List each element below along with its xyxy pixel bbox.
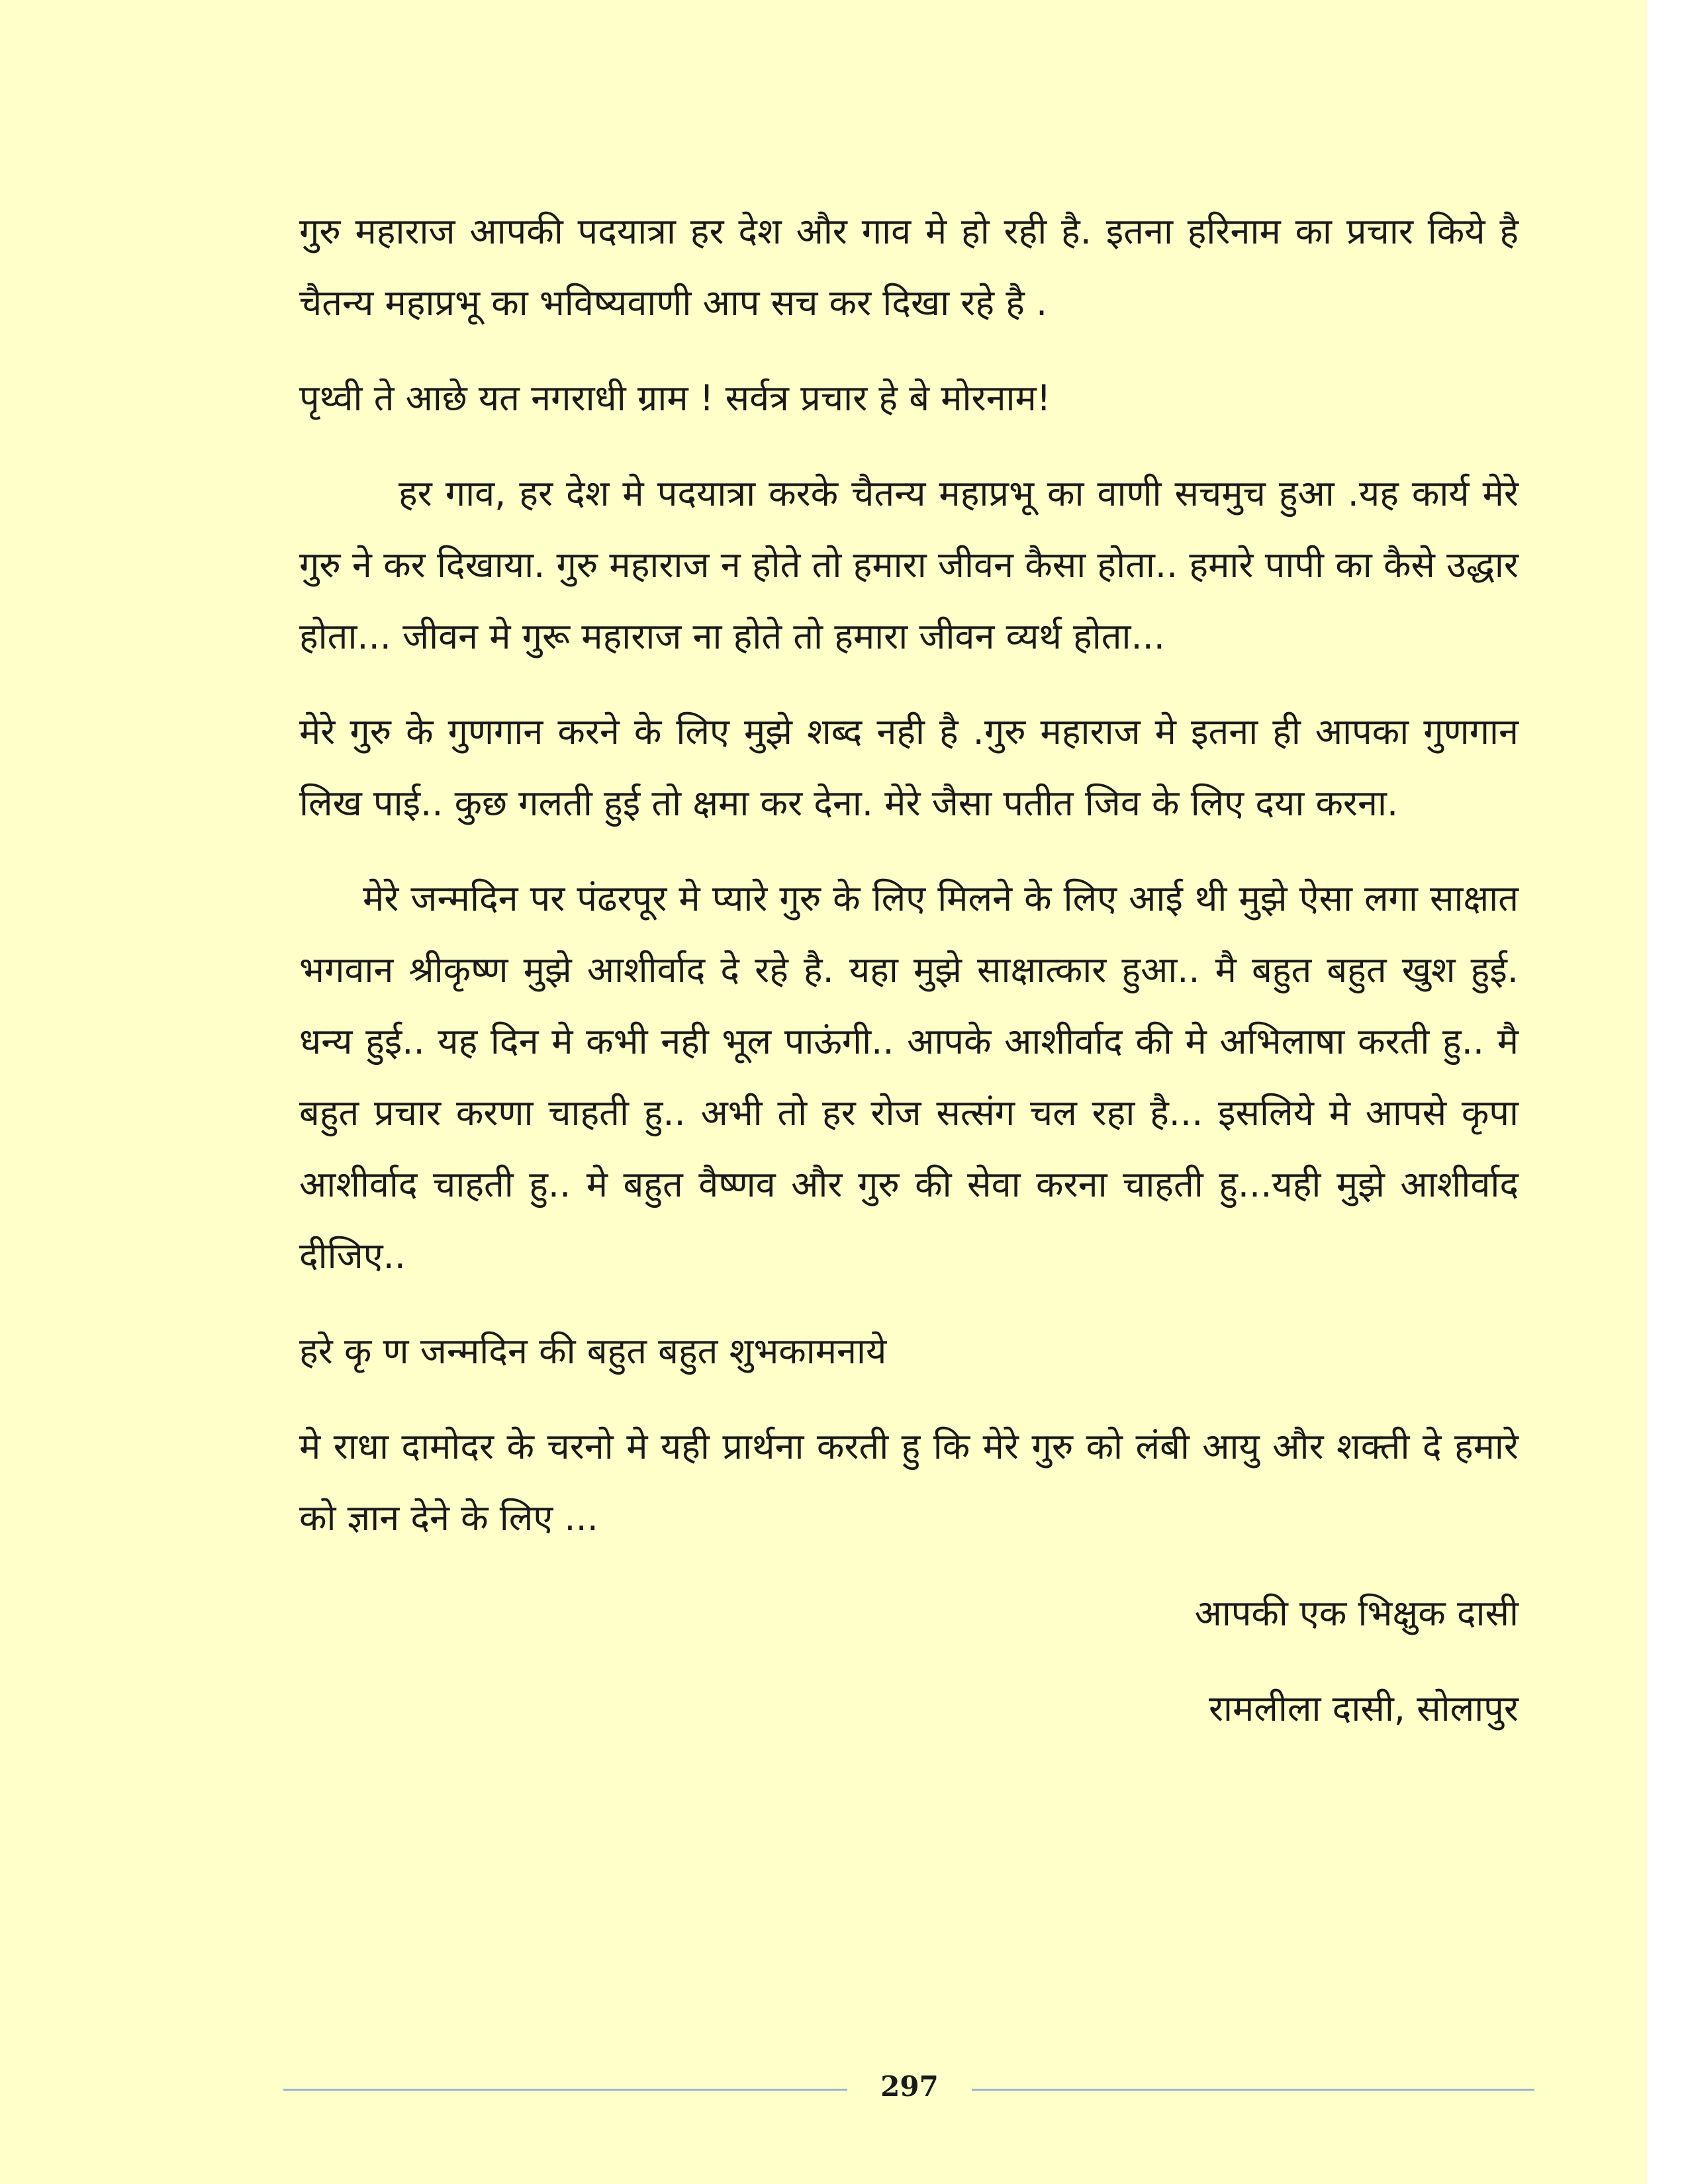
paragraph-padyatra: गुरु महाराज आपकी पदयात्रा हर देश और गाव मे हो रही है. इतना हरिनाम का प्रचार किये है चैतन्य महाप्रभू का भविष्यवाणी आप सच कर दिखा रहे है . (299, 210, 1519, 324)
page-footer (283, 2064, 1534, 2110)
paragraph-gratitude: मेरे गुरु के गुणगान करने के लिए मुझे शब्द नही है .गुरु महाराज मे इतना ही आपका गुणगान लिख पाई.. कुछ गलती हुई तो क्षमा कर देना. मेरे जैसा पतीत जिव के लिए दया करना. (299, 711, 1519, 824)
paragraph-guru-deeds: हर गाव, हर देश मे पदयात्रा करके चैतन्य महाप्रभू का वाणी सचमुच हुआ .यह कार्य मेरे गुरु ने कर दिखाया. गुरु महाराज न होते तो हमारा जीवन कैसा होता.. हमारे पापी का कैसे उद्धार होता... जीवन मे गुरू महाराज ना होते तो हमारा जीवन व्यर्थ होता... (299, 473, 1519, 657)
paragraph-prayer: मे राधा दामोदर के चरनो मे यही प्रार्थना करती हु कि मेरे गुरु को लंबी आयु और शक्ती दे हमारे को ज्ञान देने के लिए ... (299, 1426, 1519, 1539)
signature-line-2: रामलीला दासी, सोलापुर (1208, 1688, 1519, 1729)
page-number: 297 (880, 2070, 939, 2103)
paragraph-birthday-visit: मेरे जन्मदिन पर पंढरपूर मे प्यारे गुरु के लिए मिलने के लिए आई थी मुझे ऐसा लगा साक्षात भगवान श्रीकृष्ण मुझे आशीर्वाद दे रहे है. यहा मुझे साक्षात्कार हुआ.. मै बहुत बहुत खुश हुई. धन्य हुई.. यह दिन मे कभी नही भूल पाऊंगी.. आपके आशीर्वाद की मे अभिलाषा करती हु.. मै बहुत प्रचार करणा चाहती हु.. अभी तो हर रोज सत्संग चल रहा है... इसलिये मे आपसे कृपा आशीर्वाद चाहती हु.. मे बहुत वैष्णव और गुरु की सेवा करना चाहती हु...यही मुझे आशीर्वाद दीजिए.. (299, 878, 1519, 1277)
signature-line-1: आपकी एक भिक्षुक दासी (1194, 1592, 1519, 1634)
paragraph-verse: पृथ्वी ते आछे यत नगराधी ग्राम ! सर्वत्र प्रचार हे बे मोरनाम! (299, 377, 1051, 419)
footer-rule-left (283, 2089, 847, 2091)
footer-rule-right (972, 2089, 1534, 2091)
paragraph-greeting: हरे कृ ण जन्मदिन की बहुत बहुत शुभकामनाये (299, 1330, 887, 1372)
letter-body (299, 196, 1519, 1768)
